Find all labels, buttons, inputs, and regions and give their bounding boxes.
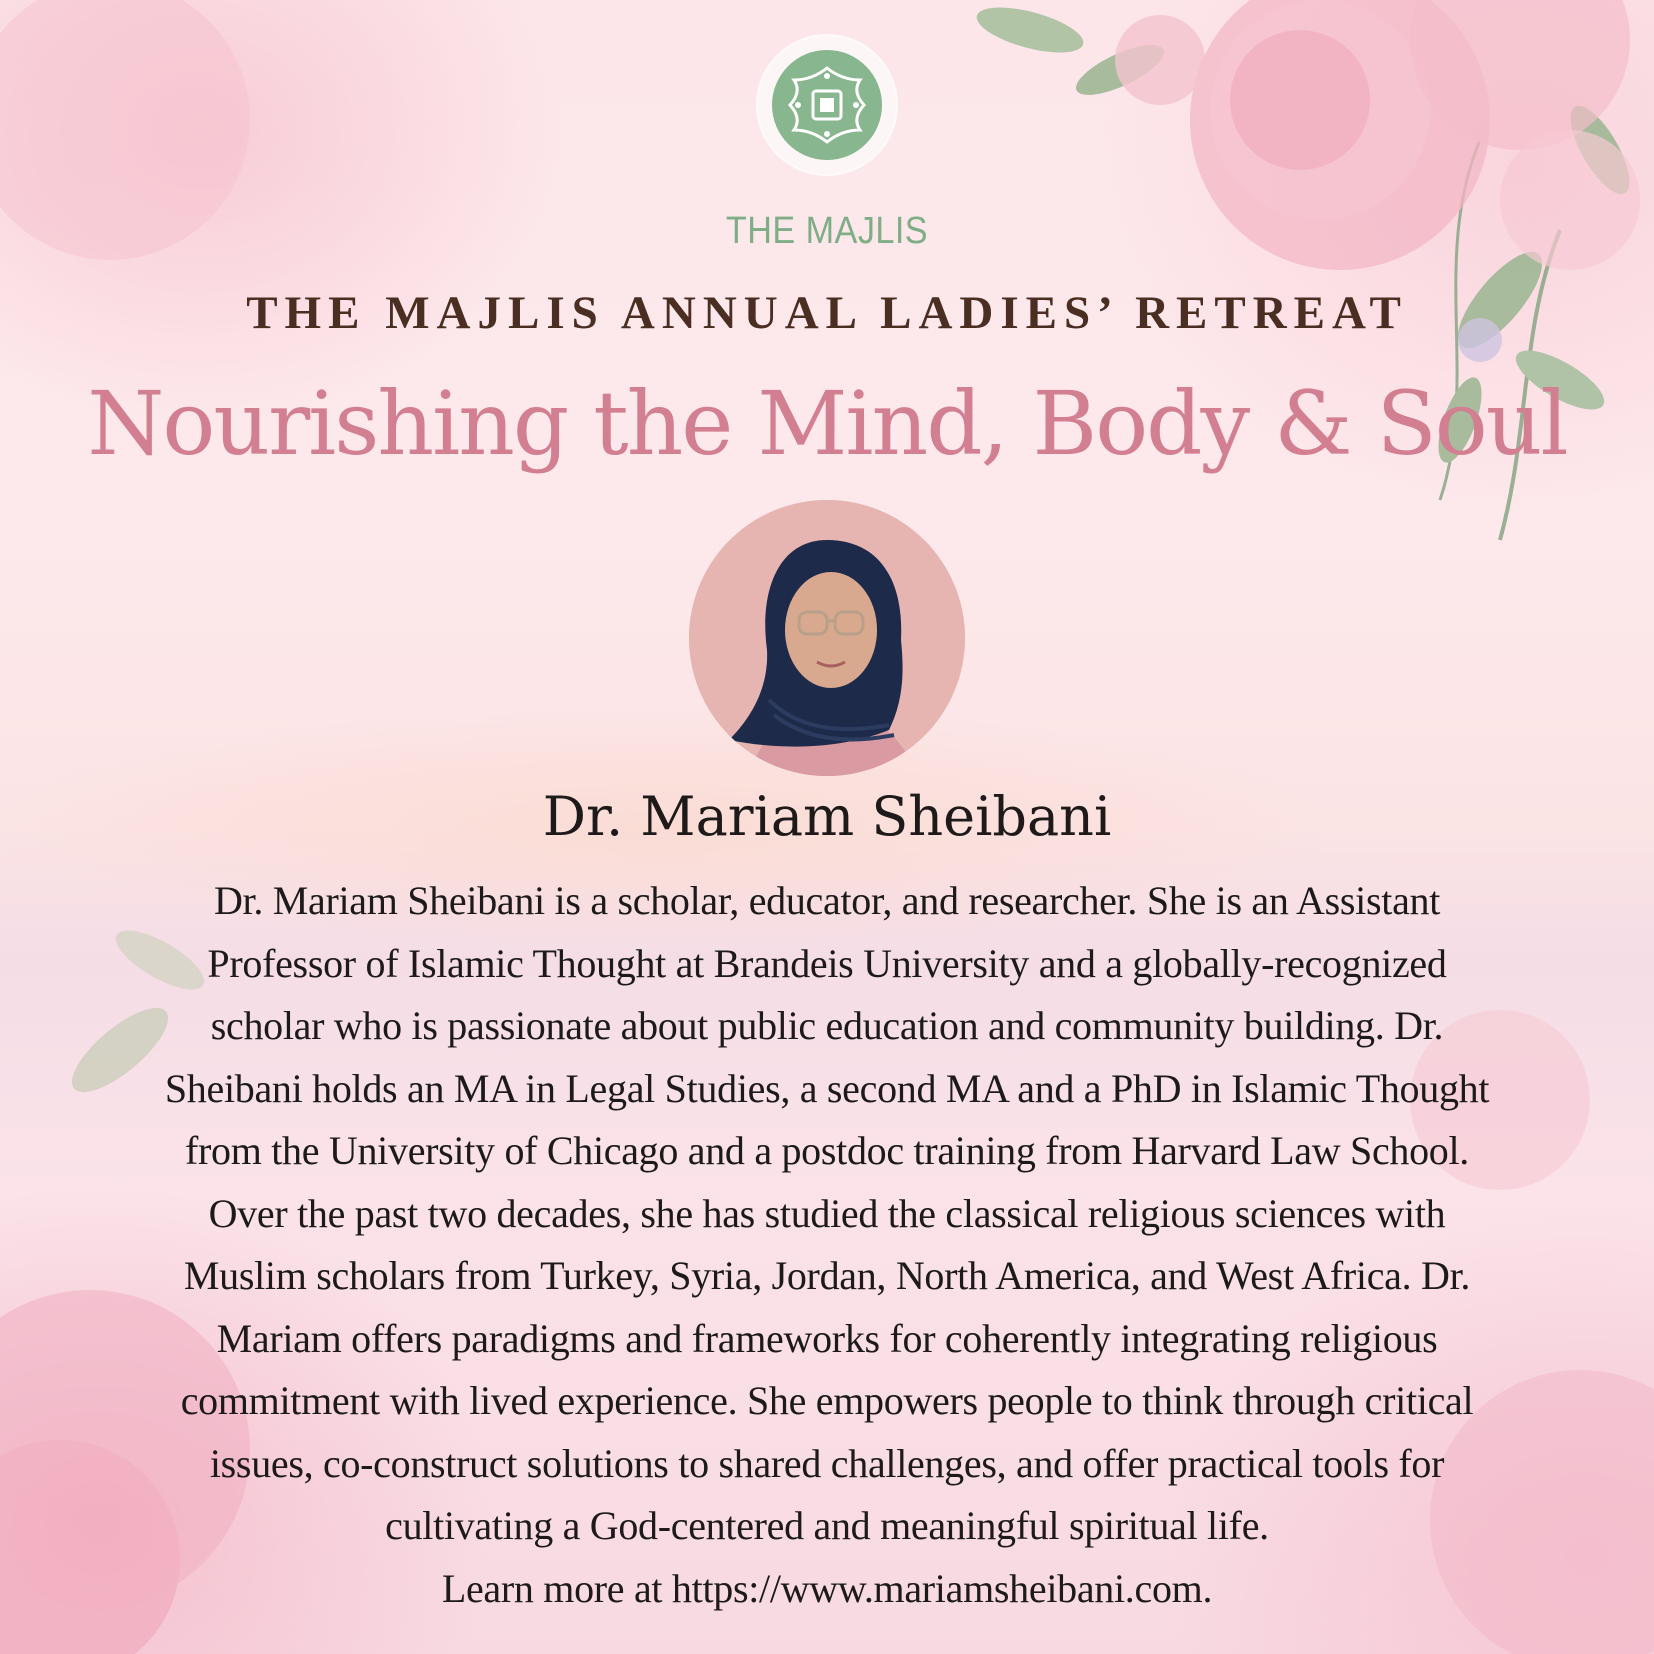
bio-line: issues, co-construct solutions to shared challenges, and offer practical tools for: [209, 1440, 1445, 1486]
bio-line: cultivating a God-centered and meaningful spiritual life.: [385, 1503, 1269, 1548]
bio-line: Dr. Mariam Sheibani is a scholar, educator, and researcher. She is an Assistant: [213, 878, 1441, 923]
org-name: THE MAJLIS: [725, 210, 929, 252]
majlis-emblem-icon: [772, 50, 882, 160]
bio-line: Muslim scholars from Turkey, Syria, Jordan, North America, and West Africa. Dr.: [183, 1253, 1471, 1298]
bio-line: Over the past two decades, she has studied the classical religious sciences with: [208, 1190, 1446, 1236]
speaker-name: Dr. Mariam Sheibani: [542, 785, 1112, 848]
bio-line: from the University of Chicago and a postdoc training from Harvard Law School.: [184, 1128, 1470, 1173]
speaker-bio: [20, 870, 1634, 1620]
bio-line: Mariam offers paradigms and frameworks for coherently integrating religious: [216, 1315, 1438, 1361]
bio-line: Professor of Islamic Thought at Brandeis University and a globally-recognized: [207, 940, 1447, 986]
bio-line: Sheibani holds an MA in Legal Studies, a second MA and a PhD in Islamic Thought: [164, 1065, 1490, 1111]
website-link-line[interactable]: Learn more at https://www.mariamsheibani.com.: [441, 1565, 1213, 1611]
bio-line: commitment with lived experience. She empowers people to think through critical: [180, 1378, 1474, 1423]
speaker-portrait: [689, 500, 965, 776]
tagline: Nourishing the Mind, Body & Soul: [87, 372, 1567, 475]
event-title: THE MAJLIS ANNUAL LADIES’ RETREAT: [246, 287, 1408, 339]
bio-line: scholar who is passionate about public education and community building. Dr.: [210, 1003, 1444, 1048]
logo: [758, 36, 896, 174]
